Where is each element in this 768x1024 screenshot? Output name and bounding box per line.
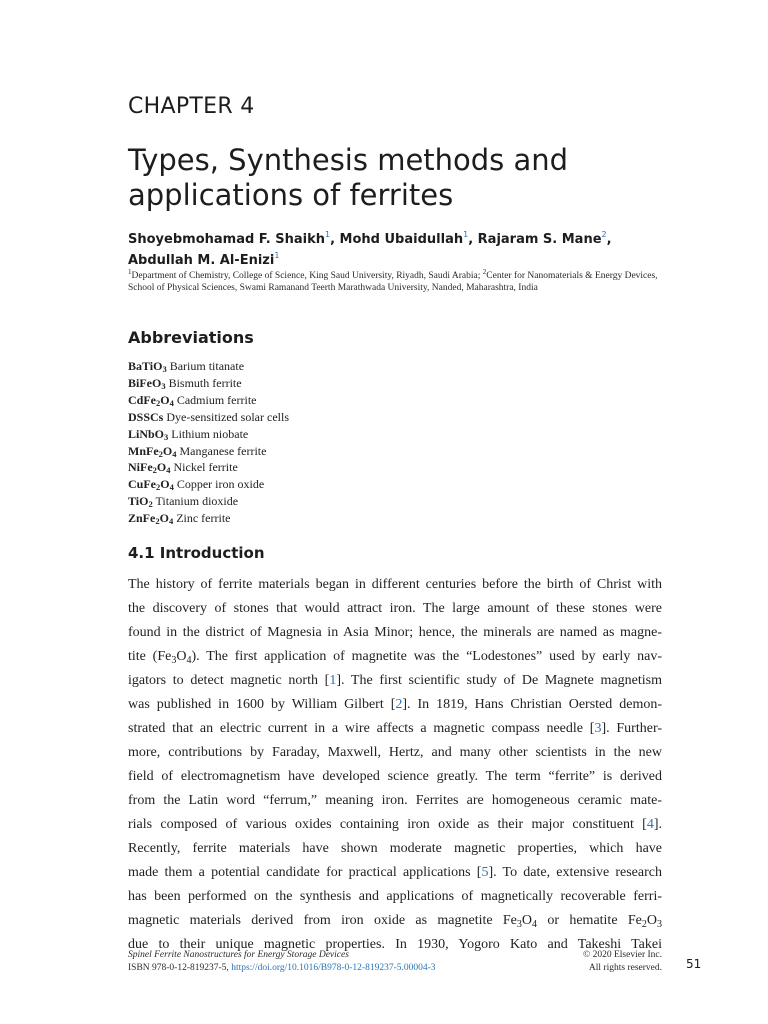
- abbreviations-list: [128, 358, 528, 527]
- abbreviation-item: [128, 358, 528, 375]
- author-name: Abdullah M. Al-Enizi: [128, 253, 275, 268]
- paragraph-line: rials composed of various oxides containing iron oxide as their major constituent [4].: [128, 817, 662, 832]
- abbreviation-definition: Zinc ferrite: [173, 511, 231, 526]
- affiliation-number: 2: [482, 268, 487, 276]
- affiliation-text: Department of Chemistry, College of Science, King Saud University, Riyadh, Saudi Arabia;: [131, 271, 483, 281]
- abbreviation-term: $MnFe_2O_4$: [128, 443, 177, 459]
- abbreviation-item: [128, 459, 528, 476]
- abbreviation-definition: Lithium niobate: [168, 426, 249, 441]
- affiliations: [128, 270, 658, 294]
- abbreviation-item: [128, 493, 528, 510]
- book-title: Spinel Ferrite Nanostructures for Energy Storage Devices: [128, 950, 349, 960]
- abbreviation-term: BiFeO$_3$: [128, 375, 166, 391]
- rights: All rights reserved.: [588, 963, 662, 973]
- paragraph-line: igators to detect magnetic north [1]. The first scientific study of De Magnete magnetism: [128, 673, 662, 688]
- paragraph-line: field of electromagnetism have developed science greatly. The term “ferrite” is derived: [128, 769, 662, 784]
- author-name: Mohd Ubaidullah: [339, 232, 464, 247]
- abbreviation-item: [128, 443, 528, 460]
- citation-link[interactable]: 3: [594, 721, 602, 736]
- paragraph-line: from the Latin word “ferrum,” meaning iron. Ferrites are homogeneous ceramic mate-: [128, 793, 662, 808]
- citation-link[interactable]: 1: [329, 673, 337, 688]
- abbreviation-definition: Titanium dioxide: [152, 494, 239, 509]
- footer-book-info: [128, 949, 528, 975]
- paragraph-line: has been performed on the synthesis and applications of magnetically recoverable ferri-: [128, 889, 662, 904]
- abbreviation-term: LiNbO$_3$: [128, 426, 169, 442]
- copyright: © 2020 Elsevier Inc.: [583, 950, 662, 960]
- paragraph-line: was published in 1600 by William Gilbert [2]. In 1819, Hans Christian Oersted demon-: [128, 697, 663, 712]
- paragraph-line: the discovery of stones that would attract iron. The large amount of these stones were: [128, 601, 662, 616]
- chapter-title: Types, Synthesis methods and applications of ferrites: [128, 143, 569, 212]
- abbreviation-term: BaTiO$_3$: [128, 359, 167, 374]
- abbreviation-item: [128, 476, 528, 493]
- section-heading: 4.1 Introduction: [128, 544, 265, 562]
- affiliation-marker[interactable]: 1: [463, 230, 469, 239]
- abbreviation-term: $ZnFe_2O_4$: [128, 511, 174, 527]
- affiliation-marker[interactable]: 1: [324, 230, 331, 239]
- page-number: 51: [686, 957, 702, 971]
- abbreviation-item: [128, 375, 528, 392]
- abbreviation-term: $CdFe_2O_4$: [128, 392, 174, 408]
- abbreviation-term: TiO$_2$: [128, 494, 153, 510]
- affiliation-marker[interactable]: 2: [601, 230, 607, 239]
- isbn: ISBN 978-0-12-819237-5,: [128, 963, 232, 973]
- intro-paragraph: [128, 573, 662, 957]
- paragraph-line: The history of ferrite materials began in different centuries before the birth of Christ with: [128, 577, 662, 592]
- abbreviation-definition: Nickel ferrite: [170, 460, 238, 475]
- paragraph-line: more, contributions by Faraday, Maxwell, Hertz, and many other scientists in the new: [128, 745, 662, 760]
- abbreviation-definition: Dye-sensitized solar cells: [163, 409, 289, 424]
- footer-copyright: [520, 949, 662, 975]
- abbreviation-definition: Cadmium ferrite: [173, 392, 257, 407]
- abbreviation-term: $NiFe_2O_4$: [128, 460, 171, 476]
- paragraph-line: tite $(Fe_3O_4)$. The first application of magnetite was the “Lodestones” used by early nav-: [128, 649, 662, 666]
- abbreviation-item: [128, 510, 528, 527]
- author-list: Shoyebmohamad F. Shaikh$^1$, Mohd Ubaidullah$^1$, Rajaram S. Mane$^2$, Abdullah M. Al-Enizi$^1$: [128, 230, 612, 268]
- abbreviations-heading: Abbreviations: [128, 328, 254, 347]
- abbreviation-term: DSSCs: [128, 409, 164, 424]
- citation-link[interactable]: 4: [646, 817, 654, 832]
- abbreviation-definition: Barium titanate: [166, 359, 245, 373]
- paragraph-line: found in the district of Magnesia in Asia Minor; hence, the minerals are named as magne-: [128, 625, 662, 640]
- abbreviation-definition: Copper iron oxide: [173, 477, 265, 492]
- affiliation-text: Center for Nanomaterials & Energy Devices, School of Physical Sciences, Swami Ramanand Teerth Marathwada University, Nanded, Maharashtra, India: [128, 271, 658, 293]
- paragraph-line: Recently, ferrite materials have shown moderate magnetic properties, which have: [128, 841, 662, 856]
- abbreviation-definition: Manganese ferrite: [176, 443, 267, 458]
- chapter-label: CHAPTER 4: [128, 94, 255, 119]
- paragraph-line: made them a potential candidate for practical applications [5]. To date, extensive research: [128, 865, 662, 880]
- doi-link[interactable]: https://doi.org/10.1016/B978-0-12-819237-5.00004-3: [231, 963, 436, 973]
- citation-link[interactable]: 2: [395, 697, 403, 712]
- abbreviation-definition: Bismuth ferrite: [165, 375, 242, 390]
- affiliation-number: 1: [128, 268, 132, 276]
- citation-link[interactable]: 5: [481, 865, 489, 880]
- abbreviation-item: [128, 409, 528, 426]
- abbreviation-term: $CuFe_2O_4$: [128, 477, 174, 493]
- author-name: Shoyebmohamad F. Shaikh: [128, 232, 325, 247]
- isbn-line: [128, 962, 528, 975]
- affiliation-marker[interactable]: 1: [274, 251, 280, 260]
- author-name: Rajaram S. Mane: [477, 232, 602, 247]
- paragraph-line: due to their unique magnetic properties. In 1930, Yogoro Kato and Takeshi Takei: [128, 937, 662, 952]
- paragraph-line: magnetic materials derived from iron oxide as magnetite $Fe_3O_4$ or hematite $Fe_2O_3$: [128, 913, 662, 930]
- abbreviation-item: [128, 426, 528, 443]
- abbreviation-item: [128, 392, 528, 409]
- paragraph-line: strated that an electric current in a wire affects a magnetic compass needle [3]. Further-: [128, 721, 662, 736]
